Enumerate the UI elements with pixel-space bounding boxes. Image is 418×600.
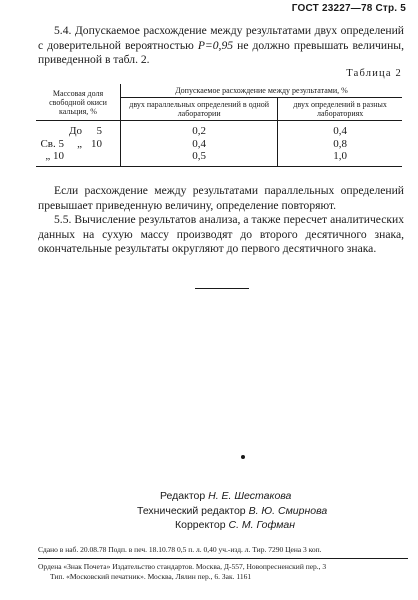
column-header-same-lab: двух параллельных определений в одной лаборатории <box>121 98 278 121</box>
probability-formula: P=0,95 <box>197 38 234 52</box>
para-number: 5.4. <box>54 24 72 37</box>
print-divider <box>38 558 408 559</box>
proofreader-line: Корректор С. М. Гофман <box>175 519 296 531</box>
concentration-cell: До 5 <box>36 121 121 138</box>
table-caption: Таблица 2 <box>346 68 402 79</box>
printer-line: Тип. «Московский печатник». Москва, Лялин пер., 6. Зак. 1161 <box>50 571 252 581</box>
value-cell: 0,2 <box>121 121 278 138</box>
publisher-line: Ордена «Знак Почета» Издательство стандартов. Москва, Д-557, Новопресненский пер., 3 <box>38 562 327 571</box>
value-cell: 0,5 <box>121 150 278 166</box>
value-cell: 0,4 <box>333 125 348 137</box>
concentration-cell: „ 10 <box>36 150 121 166</box>
data-table <box>36 84 402 167</box>
para-text-after: не должно превышать величины, приведенной в табл. 2. <box>38 38 404 67</box>
value-cell: 1,0 <box>278 150 402 166</box>
table-row <box>36 121 402 138</box>
print-order <box>38 562 410 581</box>
ornament-dot <box>241 455 245 459</box>
value-cell: 0,8 <box>333 137 348 150</box>
column-header-concentration: Массовая доля свободной окиси кальция, % <box>36 84 121 121</box>
page-header: ГОСТ 23227—78 Стр. 5 <box>291 3 406 14</box>
paragraph-5-4 <box>38 24 404 68</box>
value-cell: 0,4 <box>121 138 278 151</box>
editor-line: Редактор Н. Е. Шестакова <box>160 490 292 502</box>
column-header-different-labs: двух определений в разных лабораториях <box>278 98 402 121</box>
table-row <box>36 150 402 166</box>
table-row <box>36 138 402 151</box>
concentration-cell: Св. 5 „ 10 <box>36 138 121 151</box>
column-group-header: Допускаемое расхождение между результатами, % <box>121 84 403 98</box>
section-divider <box>195 288 249 289</box>
paragraph-5-5: 5.5. Вычисление результатов анализа, а также пересчет аналитических данных на сухую массу производят до второго десятичного знака, окончательные результаты округляют до первого десятичного знака. <box>38 213 404 256</box>
paragraph-repeat: Если расхождение между результатами параллельных определений превышает приведенную величину, определение повторяют. <box>38 184 404 212</box>
tech-editor-line: Технический редактор В. Ю. Смирнова <box>137 505 328 517</box>
para-text-before: Допускаемое расхождение между результатами двух определений с доверительной вероятностью <box>38 24 404 52</box>
print-info: Сдано в наб. 20.08.78 Подп. в печ. 18.10.78 0,5 п. л. 0,40 уч.-изд. л. Тир. 7290 Цена 3 коп. <box>38 545 322 554</box>
